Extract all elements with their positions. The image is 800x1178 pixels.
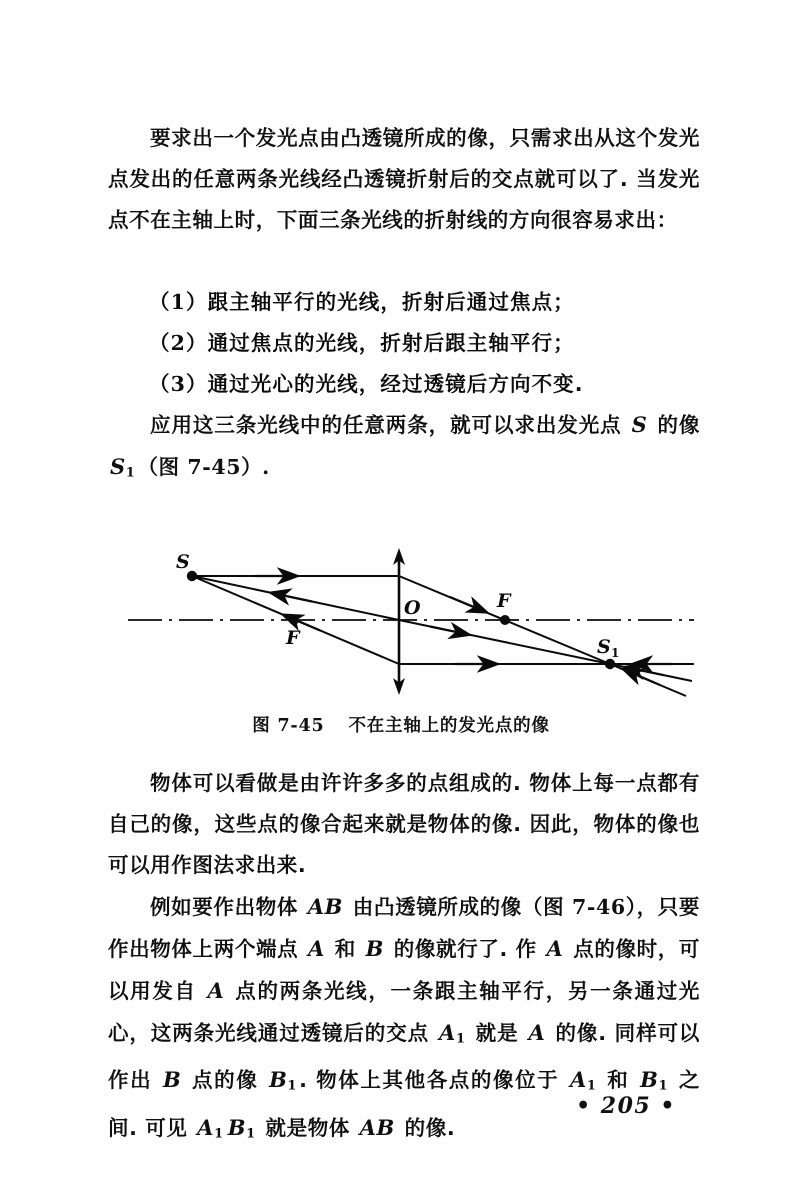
var-a1-2-sub: 1 bbox=[586, 1078, 597, 1094]
var-b1-1 bbox=[267, 1067, 299, 1092]
var-a-4: A bbox=[528, 1020, 546, 1045]
var-a-3: A bbox=[207, 978, 225, 1003]
ex-d: 和 bbox=[326, 937, 364, 961]
rule-item-2 bbox=[108, 323, 700, 364]
var-b-1: B bbox=[365, 936, 384, 961]
rule-text-1: 跟主轴平行的光线，折射后通过焦点； bbox=[207, 290, 575, 314]
ex-t: 和 bbox=[598, 1068, 639, 1093]
page-number: • 205 • bbox=[576, 1093, 676, 1119]
paragraph-object-points bbox=[108, 763, 700, 886]
var-s1-base: S bbox=[110, 454, 126, 479]
rule-number-1: （1） bbox=[149, 290, 208, 314]
ray-through-optical-centre bbox=[192, 576, 692, 681]
label-s1: S bbox=[597, 636, 611, 658]
var-b1-2-base: B bbox=[640, 1067, 659, 1093]
var-b1-2 bbox=[638, 1067, 670, 1092]
var-a1-3-sub: 1 bbox=[214, 1125, 224, 1141]
apply-prefix: 应用这三条光线中的任意两条，就可以求出发光点 bbox=[150, 413, 630, 437]
var-a1-2-base: A bbox=[570, 1067, 587, 1093]
label-s1-sub: 1 bbox=[611, 646, 620, 660]
rules-list bbox=[108, 282, 700, 405]
var-s: S bbox=[631, 412, 648, 437]
point-s bbox=[176, 551, 197, 581]
ex-end: 的像. bbox=[396, 1115, 456, 1140]
ex-v: 之间. 可见 bbox=[108, 1068, 701, 1140]
var-a-2: A bbox=[546, 936, 564, 961]
ex-h: 点的像时，可以用发自 bbox=[108, 937, 701, 1003]
rule-text-3: 通过光心的光线，经过透镜后方向不变. bbox=[207, 372, 584, 396]
label-s: S bbox=[176, 551, 190, 573]
rule-number-2: （2） bbox=[149, 331, 208, 355]
var-a1-3-base: A bbox=[197, 1114, 215, 1140]
ex-r: . 物体上其他各点的像位于 bbox=[299, 1068, 568, 1093]
var-b1-3-base: B bbox=[227, 1114, 247, 1140]
point-optical-centre bbox=[404, 597, 421, 619]
var-a1-2 bbox=[568, 1067, 599, 1092]
var-ab-2: AB bbox=[359, 1114, 395, 1140]
var-ab-1: AB bbox=[307, 894, 344, 919]
label-o: O bbox=[404, 597, 421, 619]
var-b1-1-base: B bbox=[269, 1067, 288, 1093]
var-a1-1-base: A bbox=[439, 1020, 456, 1045]
var-a1-1 bbox=[437, 1020, 468, 1045]
ex-a: 例如要作出物体 bbox=[150, 895, 306, 919]
paragraph-apply bbox=[108, 404, 700, 493]
var-s1-sub: 1 bbox=[125, 465, 136, 481]
ex-n: 的像. 同样可以作出 bbox=[108, 1021, 700, 1093]
paragraph-apply-text bbox=[108, 404, 700, 493]
apply-middle: 的像 bbox=[649, 413, 701, 437]
label-focus-left: F bbox=[286, 627, 300, 649]
rule-item-1 bbox=[108, 282, 700, 323]
ex-l: 就是 bbox=[467, 1021, 527, 1045]
ex-p: 点的像 bbox=[183, 1068, 268, 1093]
var-b-2: B bbox=[162, 1067, 182, 1093]
paragraph-object-points-text: 物体可以看做是由许许多多的点组成的. 物体上每一点都有自己的像，这些点的像合起来就是物体的像. 因此，物体的像也可以用作图法求出来. bbox=[108, 771, 700, 877]
var-a-1: A bbox=[308, 936, 325, 961]
label-focus-right: F bbox=[497, 590, 511, 612]
paragraph-intro-text: 要求出一个发光点由凸透镜所成的像，只需求出从这个发光点发出的任意两条光线经凸透镜折射后的交点就可以了. 当发光点不在主轴上时，下面三条光线的折射线的方向很容易求出： bbox=[108, 126, 700, 232]
var-b1-2-sub: 1 bbox=[658, 1078, 669, 1094]
var-b1-3-sub: 1 bbox=[246, 1125, 256, 1141]
var-b1-1-sub: 1 bbox=[287, 1078, 298, 1094]
var-s1 bbox=[108, 454, 137, 479]
figure-caption-number: 图 7-45 bbox=[252, 716, 325, 736]
ex-b: 由凸透镜所成的像（图 7-46），只要作出物体上两个端点 bbox=[108, 895, 701, 961]
ex-f: 的像就行了. 作 bbox=[386, 937, 545, 961]
ray-parallel-to-axis bbox=[192, 576, 686, 696]
paragraph-intro bbox=[108, 118, 700, 241]
figure-caption-text: 不在主轴上的发光点的像 bbox=[348, 716, 550, 736]
rule-number-3: （3） bbox=[149, 372, 208, 396]
rule-item-3 bbox=[108, 364, 700, 405]
rule-text-2: 通过焦点的光线，折射后跟主轴平行； bbox=[207, 331, 575, 355]
figure-caption bbox=[0, 712, 800, 737]
var-a1-1-sub: 1 bbox=[455, 1031, 466, 1047]
ex-j: 点的两条光线，一条跟主轴平行，另一条通过光心，这两条光线通过透镜后的交点 bbox=[108, 979, 700, 1045]
ex-y: 就是物体 bbox=[257, 1115, 358, 1140]
apply-suffix: （图 7-45）. bbox=[137, 455, 270, 479]
